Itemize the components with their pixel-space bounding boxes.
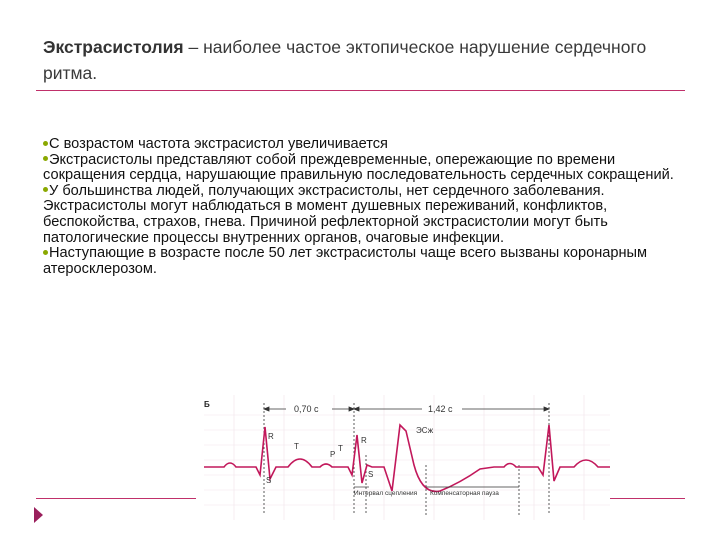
ecg-wave-p1: P (330, 450, 336, 459)
ecg-svg (204, 395, 610, 520)
ecg-wave-es: ЭСж (416, 426, 434, 435)
bottom-left-divider (36, 498, 196, 499)
bullet-dot-icon (43, 187, 48, 192)
ecg-wave-r2: R (361, 436, 367, 445)
next-slide-arrow-icon[interactable] (34, 507, 43, 523)
bullet-item: Наступающие в возрасте после 50 лет экстрасистолы чаще всего вызваны коронарным атеросклерозом. (43, 245, 648, 277)
bullet-dot-icon (43, 141, 48, 146)
bullet-dot-icon (43, 156, 48, 161)
ecg-markers (264, 403, 549, 515)
ecg-wave-s2: S (368, 470, 374, 479)
bullet-item: С возрастом частота экстрасистол увеличивается (43, 137, 683, 153)
ecg-pause-label: Компенсаторная пауза (430, 490, 499, 497)
slide-title-bold: Экстрасистолия (43, 37, 184, 57)
slide-title (43, 34, 683, 86)
ecg-interval-2-label: 1,42 с (428, 404, 453, 414)
bullet-item: Экстрасистолы представляют собой преждевременные, опережающие по времени сокращения сердца, нарушающие правильную последовательность сердечных сокращений. (43, 151, 674, 184)
ecg-figure (204, 395, 610, 520)
bullet-item: У большинства людей, получающих экстрасистолы, нет сердечного заболевания. Экстрасистолы могут наблюдаться в момент душевных переживаний, конфликтов, беспокойства, страхов, гнева. Причиной рефлекторной экстрасистолии могут быть патологические процессы внутренних органов, очаговые инфекции. (43, 182, 608, 246)
ecg-coupling-label: Интервал сцепления (354, 490, 418, 497)
ecg-wave-t1: T (294, 442, 299, 451)
ecg-panel-label: Б (204, 400, 210, 409)
top-divider (36, 90, 685, 91)
ecg-wave-s1: S (266, 476, 272, 485)
ecg-interval-1-label: 0,70 с (294, 404, 319, 414)
slide-title-rest: – наиболее частое эктопическое нарушение сердечного ритма. (43, 37, 647, 83)
ecg-trace (204, 425, 610, 491)
ecg-wave-labels (266, 426, 434, 485)
ecg-wave-r1: R (268, 432, 274, 441)
ecg-wave-t2: T (338, 444, 343, 453)
bullet-list (43, 137, 683, 277)
bottom-right-divider (610, 498, 685, 499)
ecg-grid (204, 395, 610, 520)
bullet-dot-icon (43, 250, 48, 255)
